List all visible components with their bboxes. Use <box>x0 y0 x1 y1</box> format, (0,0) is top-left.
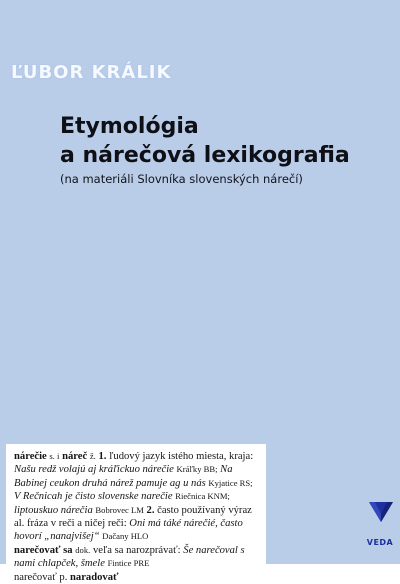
entry-gram-1: s. i <box>49 451 60 461</box>
sub-entry-gram: dok. <box>75 544 91 555</box>
sense-1-location-4: Bobrovec LM <box>95 504 144 515</box>
book-title <box>60 112 360 170</box>
sense-2-aside: v reči a ničej reči: <box>50 518 127 530</box>
publisher-name: VEDA <box>366 538 394 547</box>
sub-entry-headword: narečovať sa <box>14 544 73 556</box>
sense-1-definition: ľudový jazyk istého miesta, kraja: <box>109 451 254 462</box>
entry-gram-2: ž. <box>89 451 96 461</box>
sub-entry-definition: veľa sa narozprávať: <box>92 544 181 556</box>
entry-headword: nárečie <box>14 451 47 462</box>
sub-entry-example: Še narečoval s nami chlapček, šmele <box>14 544 245 570</box>
sense-2-example: Oni má táké nárečié, často hovorí „nanajvišej“ <box>14 518 243 543</box>
dictionary-entry-panel <box>6 444 266 583</box>
sense-1-example-4: liptouskuo nárečia <box>14 504 93 516</box>
sub-entry-location: Fintice PRE <box>107 558 150 569</box>
sense-2-number: 2. <box>146 504 155 516</box>
title-block <box>60 108 360 193</box>
sense-1-location-2: Kyjatice RS; <box>208 477 253 488</box>
dictionary-entry <box>14 450 258 584</box>
sense-2-definition: často používaný výraz al. fráza <box>14 504 252 530</box>
sense-1-example-2: Na Babinej ceukon druhá nárež pamuje ag u nás <box>14 464 233 489</box>
sense-1-example-1: Našu redž volajú aj kráľickuo nárečie <box>14 464 174 476</box>
cross-reference-b: naradovať <box>70 571 119 583</box>
sense-2-location: Dačany HLO <box>102 531 149 542</box>
title-line-1: Etymológia <box>60 114 199 139</box>
entry-variant: náreč <box>62 451 88 462</box>
sense-1-location-3: Riečnica KNM; <box>175 491 230 502</box>
cross-reference-a: narečovať p. <box>14 571 68 583</box>
sense-1-location-1: Kráľky BB; <box>176 464 218 475</box>
title-line-2: a nárečová lexikografia <box>60 143 350 168</box>
author-name: ĽUBOR KRÁLIK <box>11 62 172 83</box>
sense-1-number: 1. <box>98 451 107 462</box>
book-subtitle: (na materiáli Slovníka slovenských nárečí) <box>60 172 303 186</box>
sense-1-example-3: V Rečnicah je čisto slovenske narečie <box>14 491 173 503</box>
